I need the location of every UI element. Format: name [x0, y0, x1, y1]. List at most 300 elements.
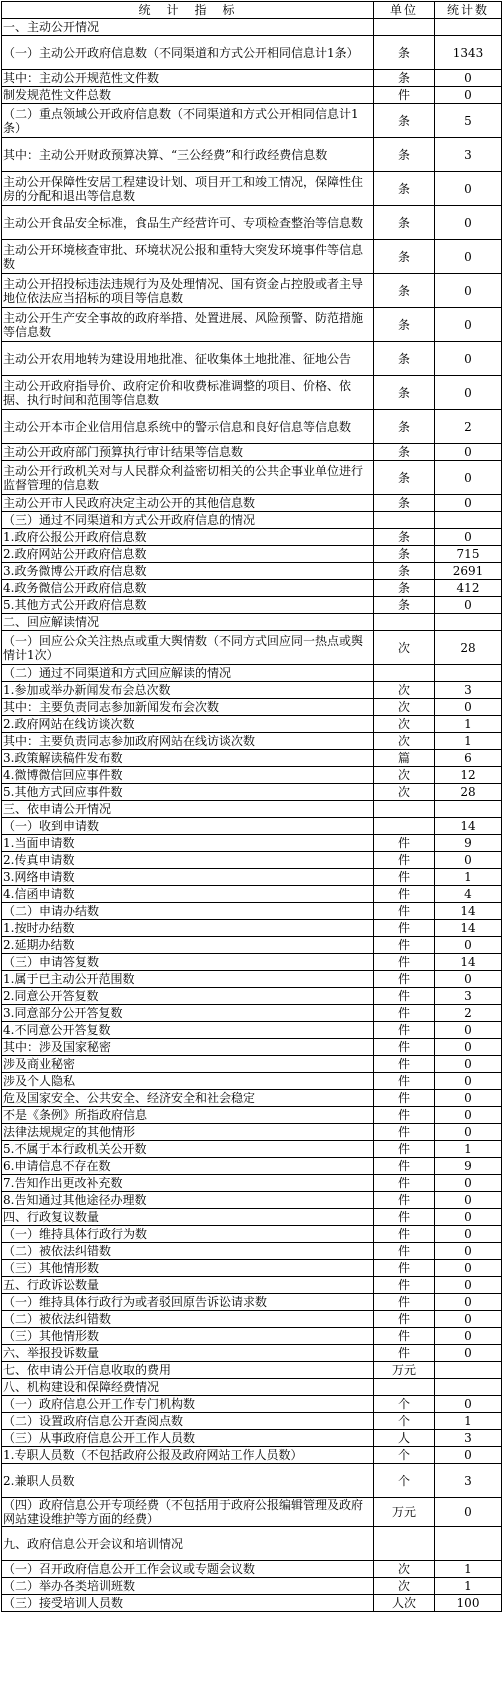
count-cell: [435, 512, 502, 529]
table-row: [2, 886, 502, 903]
table-row: [2, 546, 502, 563]
unit-cell: 篇: [374, 750, 435, 767]
statistics-table-container: [1, 1, 502, 1612]
indicator-cell: 法律法规规定的其他情形: [2, 1124, 374, 1141]
table-row: [2, 1595, 502, 1612]
header-unit: 单位: [374, 2, 435, 19]
indicator-cell: （二）重点领域公开政府信息数（不同渠道和方式公开相同信息计1条）: [2, 104, 374, 138]
table-row: [2, 87, 502, 104]
count-cell: 14: [435, 920, 502, 937]
table-row: [2, 597, 502, 614]
table-row: [2, 461, 502, 495]
count-cell: [435, 19, 502, 36]
table-row: [2, 342, 502, 376]
table-row: [2, 1396, 502, 1413]
indicator-cell: 其中：主要负责同志参加新闻发布会次数: [2, 699, 374, 716]
table-row: [2, 1056, 502, 1073]
table-row: [2, 716, 502, 733]
count-cell: 28: [435, 784, 502, 801]
count-cell: 0: [435, 461, 502, 495]
indicator-cell: 3.政策解读稿件发布数: [2, 750, 374, 767]
unit-cell: 件: [374, 1328, 435, 1345]
count-cell: 0: [435, 274, 502, 308]
count-cell: [435, 614, 502, 631]
unit-cell: 条: [374, 495, 435, 512]
count-cell: 28: [435, 631, 502, 665]
unit-cell: 件: [374, 1345, 435, 1362]
unit-cell: 条: [374, 376, 435, 410]
table-row: [2, 274, 502, 308]
table-row: [2, 172, 502, 206]
table-row: [2, 1124, 502, 1141]
table-row: [2, 818, 502, 835]
indicator-cell: 2.同意公开答复数: [2, 988, 374, 1005]
unit-cell: 万元: [374, 1498, 435, 1527]
count-cell: 1: [435, 1561, 502, 1578]
indicator-cell: 1.专职人员数（不包括政府公报及政府网站工作人员数）: [2, 1447, 374, 1464]
count-cell: 4: [435, 886, 502, 903]
table-row: [2, 1294, 502, 1311]
table-row: [2, 138, 502, 172]
table-header-row: [2, 2, 502, 19]
count-cell: 14: [435, 903, 502, 920]
indicator-cell: 制发规范性文件总数: [2, 87, 374, 104]
table-row: [2, 529, 502, 546]
count-cell: 2691: [435, 563, 502, 580]
indicator-cell: 8.告知通过其他途径办理数: [2, 1192, 374, 1209]
indicator-cell: （三）其他情形数: [2, 1328, 374, 1345]
count-cell: 2: [435, 1005, 502, 1022]
table-row: [2, 580, 502, 597]
indicator-cell: 不是《条例》所指政府信息: [2, 1107, 374, 1124]
indicator-cell: 2.传真申请数: [2, 852, 374, 869]
indicator-cell: 涉及个人隐私: [2, 1073, 374, 1090]
count-cell: 2: [435, 410, 502, 444]
table-body: [2, 19, 502, 1612]
count-cell: 3: [435, 1464, 502, 1498]
count-cell: 0: [435, 1498, 502, 1527]
count-cell: 0: [435, 1311, 502, 1328]
unit-cell: [374, 1379, 435, 1396]
count-cell: 1: [435, 869, 502, 886]
unit-cell: [374, 801, 435, 818]
count-cell: 0: [435, 1260, 502, 1277]
indicator-cell: 主动公开行政机关对与人民群众利益密切相关的公共企事业单位进行监督管理的信息数: [2, 461, 374, 495]
unit-cell: 次: [374, 784, 435, 801]
count-cell: 0: [435, 1328, 502, 1345]
table-row: [2, 104, 502, 138]
table-row: [2, 614, 502, 631]
unit-cell: 件: [374, 1260, 435, 1277]
unit-cell: 人: [374, 1430, 435, 1447]
count-cell: 0: [435, 1192, 502, 1209]
table-row: [2, 19, 502, 36]
count-cell: 100: [435, 1595, 502, 1612]
unit-cell: [374, 19, 435, 36]
indicator-cell: 七、依申请公开信息收取的费用: [2, 1362, 374, 1379]
unit-cell: 条: [374, 546, 435, 563]
count-cell: 1343: [435, 36, 502, 70]
table-row: [2, 1498, 502, 1527]
table-row: [2, 1328, 502, 1345]
unit-cell: 件: [374, 1090, 435, 1107]
unit-cell: 件: [374, 954, 435, 971]
count-cell: 0: [435, 1073, 502, 1090]
table-row: [2, 1175, 502, 1192]
table-row: [2, 1578, 502, 1595]
indicator-cell: （四）政府信息公开专项经费（不包括用于政府公报编辑管理及政府网站建设维护等方面的经费）: [2, 1498, 374, 1527]
count-cell: 1: [435, 1578, 502, 1595]
table-row: [2, 495, 502, 512]
unit-cell: 个: [374, 1464, 435, 1498]
table-row: [2, 1141, 502, 1158]
table-row: [2, 665, 502, 682]
count-cell: 0: [435, 1175, 502, 1192]
indicator-cell: （二）设置政府信息公开查阅点数: [2, 1413, 374, 1430]
table-row: [2, 240, 502, 274]
unit-cell: 件: [374, 920, 435, 937]
unit-cell: 条: [374, 597, 435, 614]
indicator-cell: 主动公开政府指导价、政府定价和收费标准调整的项目、价格、依据、执行时间和范围等信息数: [2, 376, 374, 410]
indicator-cell: 主动公开市人民政府决定主动公开的其他信息数: [2, 495, 374, 512]
unit-cell: 条: [374, 580, 435, 597]
unit-cell: 条: [374, 444, 435, 461]
unit-cell: 件: [374, 1209, 435, 1226]
table-row: [2, 971, 502, 988]
indicator-cell: （一）召开政府信息公开工作会议或专题会议数: [2, 1561, 374, 1578]
table-row: [2, 750, 502, 767]
table-row: [2, 1022, 502, 1039]
count-cell: 0: [435, 852, 502, 869]
unit-cell: 条: [374, 240, 435, 274]
unit-cell: 条: [374, 138, 435, 172]
unit-cell: 件: [374, 937, 435, 954]
count-cell: 0: [435, 699, 502, 716]
table-row: [2, 308, 502, 342]
table-row: [2, 1073, 502, 1090]
count-cell: 0: [435, 376, 502, 410]
unit-cell: 件: [374, 1175, 435, 1192]
unit-cell: 件: [374, 1056, 435, 1073]
count-cell: 0: [435, 444, 502, 461]
unit-cell: 条: [374, 410, 435, 444]
unit-cell: 次: [374, 767, 435, 784]
count-cell: 1: [435, 716, 502, 733]
unit-cell: 件: [374, 1022, 435, 1039]
table-row: [2, 444, 502, 461]
count-cell: 0: [435, 342, 502, 376]
table-row: [2, 1447, 502, 1464]
unit-cell: 条: [374, 206, 435, 240]
indicator-cell: 1.属于已主动公开范围数: [2, 971, 374, 988]
count-cell: 0: [435, 971, 502, 988]
indicator-cell: （二）被依法纠错数: [2, 1243, 374, 1260]
count-cell: 0: [435, 1209, 502, 1226]
indicator-cell: 2.政府网站在线访谈次数: [2, 716, 374, 733]
count-cell: 0: [435, 597, 502, 614]
indicator-cell: 5.其他方式公开政府信息数: [2, 597, 374, 614]
table-row: [2, 376, 502, 410]
count-cell: 3: [435, 1430, 502, 1447]
count-cell: 0: [435, 1124, 502, 1141]
table-row: [2, 206, 502, 240]
table-row: [2, 1379, 502, 1396]
table-row: [2, 1243, 502, 1260]
indicator-cell: （二）被依法纠错数: [2, 1311, 374, 1328]
unit-cell: 件: [374, 1005, 435, 1022]
count-cell: 0: [435, 529, 502, 546]
table-row: [2, 767, 502, 784]
count-cell: 3: [435, 988, 502, 1005]
indicator-cell: 3.政务微博公开政府信息数: [2, 563, 374, 580]
table-row: [2, 1107, 502, 1124]
indicator-cell: 3.网络申请数: [2, 869, 374, 886]
table-row: [2, 1090, 502, 1107]
table-row: [2, 512, 502, 529]
unit-cell: 件: [374, 886, 435, 903]
count-cell: 715: [435, 546, 502, 563]
unit-cell: 件: [374, 1039, 435, 1056]
count-cell: 6: [435, 750, 502, 767]
table-row: [2, 1527, 502, 1561]
indicator-cell: 涉及商业秘密: [2, 1056, 374, 1073]
table-row: [2, 1311, 502, 1328]
unit-cell: 条: [374, 563, 435, 580]
indicator-cell: 主动公开食品安全标准，食品生产经营许可、专项检查整治等信息数: [2, 206, 374, 240]
table-row: [2, 631, 502, 665]
indicator-cell: 其中：涉及国家秘密: [2, 1039, 374, 1056]
count-cell: 0: [435, 240, 502, 274]
table-row: [2, 36, 502, 70]
indicator-cell: 1.参加或举办新闻发布会总次数: [2, 682, 374, 699]
table-row: [2, 903, 502, 920]
indicator-cell: （一）维持具体行政行为数: [2, 1226, 374, 1243]
table-row: [2, 801, 502, 818]
unit-cell: 次: [374, 716, 435, 733]
indicator-cell: 6.申请信息不存在数: [2, 1158, 374, 1175]
unit-cell: 次: [374, 631, 435, 665]
unit-cell: 件: [374, 1277, 435, 1294]
count-cell: 0: [435, 1447, 502, 1464]
indicator-cell: 2.政府网站公开政府信息数: [2, 546, 374, 563]
table-row: [2, 937, 502, 954]
header-count: 统计数: [435, 2, 502, 19]
unit-cell: [374, 1527, 435, 1561]
indicator-cell: （一）政府信息公开工作专门机构数: [2, 1396, 374, 1413]
indicator-cell: 3.同意部分公开答复数: [2, 1005, 374, 1022]
indicator-cell: （三）从事政府信息公开工作人员数: [2, 1430, 374, 1447]
table-row: [2, 1464, 502, 1498]
count-cell: 0: [435, 70, 502, 87]
count-cell: 0: [435, 1396, 502, 1413]
indicator-cell: 4.政务微信公开政府信息数: [2, 580, 374, 597]
indicator-cell: （三）通过不同渠道和方式公开政府信息的情况: [2, 512, 374, 529]
unit-cell: 件: [374, 988, 435, 1005]
indicator-cell: 一、主动公开情况: [2, 19, 374, 36]
table-row: [2, 1561, 502, 1578]
unit-cell: 个: [374, 1447, 435, 1464]
table-row: [2, 563, 502, 580]
count-cell: 0: [435, 937, 502, 954]
count-cell: 0: [435, 1243, 502, 1260]
indicator-cell: （三）其他情形数: [2, 1260, 374, 1277]
count-cell: 0: [435, 1294, 502, 1311]
indicator-cell: 五、行政诉讼数量: [2, 1277, 374, 1294]
unit-cell: 条: [374, 342, 435, 376]
indicator-cell: 主动公开招投标违法违规行为及处理情况、国有资金占控股或者主导地位依法应当招标的项目等信息数: [2, 274, 374, 308]
unit-cell: 条: [374, 461, 435, 495]
unit-cell: 件: [374, 1311, 435, 1328]
count-cell: 0: [435, 1090, 502, 1107]
indicator-cell: （三）申请答复数: [2, 954, 374, 971]
unit-cell: 条: [374, 70, 435, 87]
table-row: [2, 1039, 502, 1056]
indicator-cell: 其中：主要负责同志参加政府网站在线访谈次数: [2, 733, 374, 750]
unit-cell: 件: [374, 852, 435, 869]
indicator-cell: 主动公开政府部门预算执行审计结果等信息数: [2, 444, 374, 461]
indicator-cell: 危及国家安全、公共安全、经济安全和社会稳定: [2, 1090, 374, 1107]
indicator-cell: 其中：主动公开规范性文件数: [2, 70, 374, 87]
count-cell: 0: [435, 1226, 502, 1243]
count-cell: 0: [435, 172, 502, 206]
unit-cell: 次: [374, 1578, 435, 1595]
count-cell: 9: [435, 835, 502, 852]
table-row: [2, 682, 502, 699]
header-indicator: 统 计 指 标: [2, 2, 374, 19]
count-cell: [435, 1379, 502, 1396]
unit-cell: 件: [374, 835, 435, 852]
indicator-cell: 4.微博微信回应事件数: [2, 767, 374, 784]
count-cell: [435, 1527, 502, 1561]
indicator-cell: 二、回应解读情况: [2, 614, 374, 631]
unit-cell: 条: [374, 36, 435, 70]
indicator-cell: 4.不同意公开答复数: [2, 1022, 374, 1039]
table-row: [2, 699, 502, 716]
unit-cell: 件: [374, 971, 435, 988]
unit-cell: 条: [374, 274, 435, 308]
indicator-cell: （二）举办各类培训班数: [2, 1578, 374, 1595]
count-cell: 0: [435, 1056, 502, 1073]
unit-cell: 条: [374, 104, 435, 138]
indicator-cell: 六、举报投诉数量: [2, 1345, 374, 1362]
table-row: [2, 1277, 502, 1294]
table-row: [2, 1362, 502, 1379]
unit-cell: 个: [374, 1413, 435, 1430]
indicator-cell: 其中：主动公开财政预算决算、“三公经费”和行政经费信息数: [2, 138, 374, 172]
unit-cell: 件: [374, 1294, 435, 1311]
unit-cell: 件: [374, 87, 435, 104]
count-cell: 3: [435, 682, 502, 699]
count-cell: 14: [435, 954, 502, 971]
count-cell: 412: [435, 580, 502, 597]
table-row: [2, 1226, 502, 1243]
unit-cell: [374, 614, 435, 631]
unit-cell: [374, 512, 435, 529]
unit-cell: 件: [374, 903, 435, 920]
indicator-cell: 5.其他方式回应事件数: [2, 784, 374, 801]
count-cell: 9: [435, 1158, 502, 1175]
indicator-cell: （一）回应公众关注热点或重大舆情数（不同方式回应同一热点或舆情计1次）: [2, 631, 374, 665]
table-row: [2, 954, 502, 971]
count-cell: 1: [435, 1141, 502, 1158]
unit-cell: 个: [374, 1396, 435, 1413]
count-cell: 0: [435, 1345, 502, 1362]
unit-cell: [374, 665, 435, 682]
indicator-cell: （三）接受培训人员数: [2, 1595, 374, 1612]
indicator-cell: 主动公开保障性安居工程建设计划、项目开工和竣工情况，保障性住房的分配和退出等信息数: [2, 172, 374, 206]
indicator-cell: 三、依申请公开情况: [2, 801, 374, 818]
unit-cell: 人次: [374, 1595, 435, 1612]
indicator-cell: 1.按时办结数: [2, 920, 374, 937]
count-cell: 3: [435, 138, 502, 172]
unit-cell: 万元: [374, 1362, 435, 1379]
indicator-cell: （二）通过不同渠道和方式回应解读的情况: [2, 665, 374, 682]
count-cell: 0: [435, 495, 502, 512]
unit-cell: 次: [374, 1561, 435, 1578]
indicator-cell: 主动公开环境核查审批、环境状况公报和重特大突发环境事件等信息数: [2, 240, 374, 274]
count-cell: [435, 801, 502, 818]
table-row: [2, 70, 502, 87]
table-row: [2, 1413, 502, 1430]
table-row: [2, 1430, 502, 1447]
count-cell: [435, 665, 502, 682]
table-row: [2, 784, 502, 801]
indicator-cell: （一）维持具体行政行为或者驳回原告诉讼请求数: [2, 1294, 374, 1311]
indicator-cell: （一）主动公开政府信息数（不同渠道和方式公开相同信息计1条）: [2, 36, 374, 70]
table-row: [2, 410, 502, 444]
unit-cell: 条: [374, 308, 435, 342]
table-row: [2, 920, 502, 937]
count-cell: 0: [435, 206, 502, 240]
unit-cell: 件: [374, 1124, 435, 1141]
table-row: [2, 1260, 502, 1277]
count-cell: 0: [435, 87, 502, 104]
unit-cell: 次: [374, 699, 435, 716]
table-row: [2, 835, 502, 852]
count-cell: 0: [435, 1039, 502, 1056]
count-cell: 0: [435, 1277, 502, 1294]
unit-cell: 件: [374, 1192, 435, 1209]
unit-cell: 件: [374, 1158, 435, 1175]
count-cell: 12: [435, 767, 502, 784]
table-row: [2, 1158, 502, 1175]
table-row: [2, 733, 502, 750]
unit-cell: 件: [374, 1073, 435, 1090]
indicator-cell: 八、机构建设和保障经费情况: [2, 1379, 374, 1396]
unit-cell: 次: [374, 733, 435, 750]
table-row: [2, 1005, 502, 1022]
indicator-cell: 主动公开农用地转为建设用地批准、征收集体土地批准、征地公告: [2, 342, 374, 376]
count-cell: 14: [435, 818, 502, 835]
indicator-cell: 4.信函申请数: [2, 886, 374, 903]
count-cell: 5: [435, 104, 502, 138]
count-cell: 0: [435, 308, 502, 342]
table-row: [2, 869, 502, 886]
count-cell: 0: [435, 1107, 502, 1124]
unit-cell: 件: [374, 1243, 435, 1260]
table-row: [2, 852, 502, 869]
indicator-cell: 5.不属于本行政机关公开数: [2, 1141, 374, 1158]
count-cell: 1: [435, 1413, 502, 1430]
table-row: [2, 1345, 502, 1362]
unit-cell: 件: [374, 1107, 435, 1124]
unit-cell: 件: [374, 869, 435, 886]
unit-cell: 条: [374, 529, 435, 546]
table-row: [2, 1209, 502, 1226]
unit-cell: 件: [374, 1226, 435, 1243]
unit-cell: 次: [374, 682, 435, 699]
statistics-table: [1, 1, 502, 1612]
